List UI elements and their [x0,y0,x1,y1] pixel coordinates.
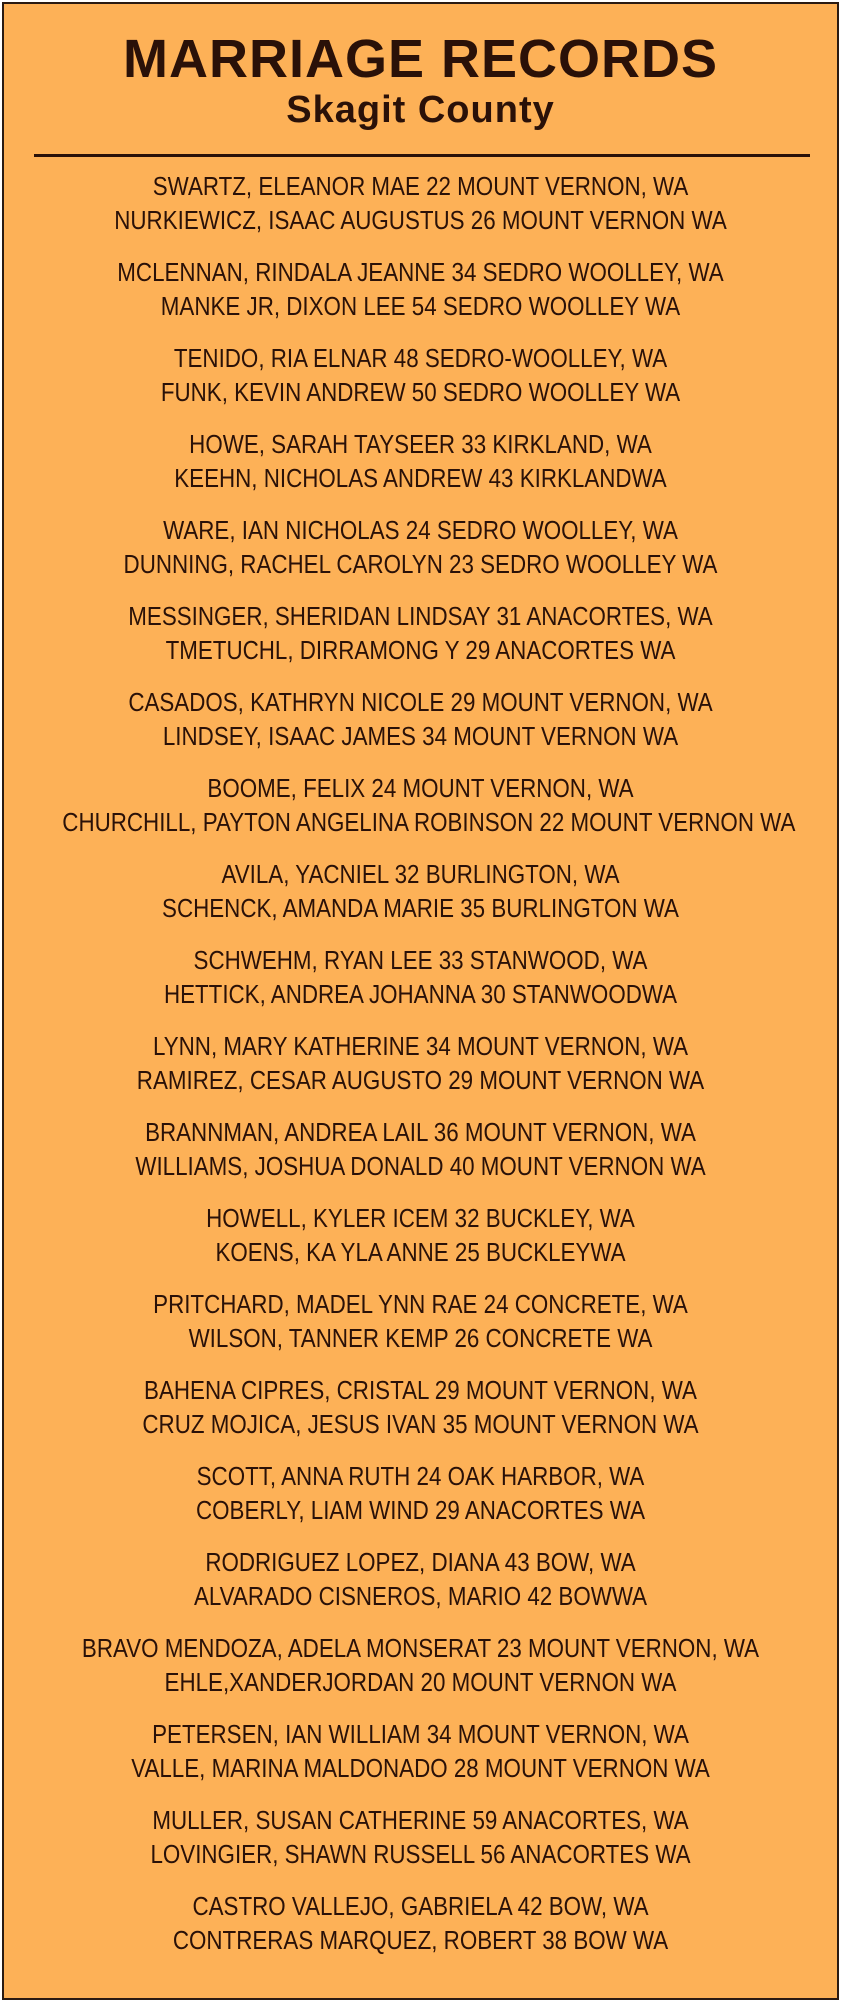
record-entry [4,943,837,1029]
record-entry [4,1029,837,1115]
record-line-2: VALLE, MARINA MALDONADO 28 MOUNT VERNON WA [131,1753,710,1783]
record-entry [4,685,837,771]
page-title: MARRIAGE RECORDS [122,29,719,89]
record-line-2: DUNNING, RACHEL CAROLYN 23 SEDRO WOOLLEY WA [123,549,718,579]
record-line-1: HOWELL, KYLER ICEM 32 BUCKLEY, WA [206,1203,635,1233]
record-line-2: WILLIAMS, JOSHUA DONALD 40 MOUNT VERNON WA [135,1151,706,1181]
record-line-2: LINDSEY, ISAAC JAMES 34 MOUNT VERNON WA [162,721,679,751]
record-entry [4,857,837,943]
record-line-1: PRITCHARD, MADEL YNN RAE 24 CONCRETE, WA [153,1289,688,1319]
record-line-1: CASADOS, KATHRYN NICOLE 29 MOUNT VERNON, WA [128,687,713,717]
record-entry [4,427,837,513]
record-line-1: MULLER, SUSAN CATHERINE 59 ANACORTES, WA [152,1805,689,1835]
record-line-2: TMETUCHL, DIRRAMONG Y 29 ANACORTES WA [165,635,676,665]
record-entry [4,1803,837,1889]
record-entry [4,599,837,685]
record-line-2: KEEHN, NICHOLAS ANDREW 43 KIRKLANDWA [174,463,667,493]
marriage-records-panel [2,2,839,2000]
record-line-1: MESSINGER, SHERIDAN LINDSAY 31 ANACORTES, WA [128,601,713,631]
record-line-1: LYNN, MARY KATHERINE 34 MOUNT VERNON, WA [152,1031,689,1061]
record-entry [4,1889,837,1975]
record-line-1: BAHENA CIPRES, CRISTAL 29 MOUNT VERNON, WA [144,1375,697,1405]
record-line-1: SCOTT, ANNA RUTH 24 OAK HARBOR, WA [196,1461,645,1491]
page-subtitle: Skagit County [286,89,555,131]
record-line-1: AVILA, YACNIEL 32 BURLINGTON, WA [221,859,620,889]
record-entry [4,341,837,427]
record-line-1: SWARTZ, ELEANOR MAE 22 MOUNT VERNON, WA [152,171,689,201]
record-line-2: COBERLY, LIAM WIND 29 ANACORTES WA [196,1495,645,1525]
record-entry [4,1459,837,1545]
record-line-1: CASTRO VALLEJO, GABRIELA 42 BOW, WA [192,1891,649,1921]
record-entry [4,1201,837,1287]
record-line-1: PETERSEN, IAN WILLIAM 34 MOUNT VERNON, WA [152,1719,689,1749]
record-entry [4,169,837,255]
record-line-1: BRANNMAN, ANDREA LAIL 36 MOUNT VERNON, WA [145,1117,696,1147]
record-line-2: NURKIEWICZ, ISAAC AUGUSTUS 26 MOUNT VERNON WA [114,205,727,235]
record-line-2: HETTICK, ANDREA JOHANNA 30 STANWOODWA [163,979,678,1009]
record-line-1: TENIDO, RIA ELNAR 48 SEDRO-WOOLLEY, WA [173,343,668,373]
record-line-2: CONTRERAS MARQUEZ, ROBERT 38 BOW WA [172,1925,669,1955]
record-line-1: WARE, IAN NICHOLAS 24 SEDRO WOOLLEY, WA [163,515,678,545]
record-line-2: ALVARADO CISNEROS, MARIO 42 BOWWA [193,1581,648,1611]
record-line-1: BRAVO MENDOZA, ADELA MONSERAT 23 MOUNT VERNON, WA [81,1633,760,1663]
record-entry [4,1631,837,1717]
record-line-1: BOOME, FELIX 24 MOUNT VERNON, WA [207,773,634,803]
record-entry [4,1717,837,1803]
record-line-2: CHURCHILL, PAYTON ANGELINA ROBINSON 22 MOUNT VERNON WA [62,807,796,837]
record-line-2: CRUZ MOJICA, JESUS IVAN 35 MOUNT VERNON WA [142,1409,699,1439]
record-line-2: SCHENCK, AMANDA MARIE 35 BURLINGTON WA [162,893,679,923]
record-line-1: SCHWEHM, RYAN LEE 33 STANWOOD, WA [193,945,648,975]
record-line-2: RAMIREZ, CESAR AUGUSTO 29 MOUNT VERNON WA [136,1065,705,1095]
record-line-2: KOENS, KA YLA ANNE 25 BUCKLEYWA [215,1237,626,1267]
record-entry [4,255,837,341]
record-entry [4,1287,837,1373]
record-line-1: HOWE, SARAH TAYSEER 33 KIRKLAND, WA [189,429,652,459]
record-line-1: RODRIGUEZ LOPEZ, DIANA 43 BOW, WA [205,1547,636,1577]
record-entry [4,1373,837,1459]
record-line-2: FUNK, KEVIN ANDREW 50 SEDRO WOOLLEY WA [160,377,681,407]
record-entry [4,1115,837,1201]
record-line-1: MCLENNAN, RINDALA JEANNE 34 SEDRO WOOLLEY, WA [117,257,724,287]
record-entry [4,513,837,599]
record-line-2: MANKE JR, DIXON LEE 54 SEDRO WOOLLEY WA [160,291,681,321]
record-line-2: WILSON, TANNER KEMP 26 CONCRETE WA [188,1323,653,1353]
record-line-2: LOVINGIER, SHAWN RUSSELL 56 ANACORTES WA [150,1839,691,1869]
records-list [4,169,837,1975]
record-line-2: EHLE,XANDERJORDAN 20 MOUNT VERNON WA [164,1667,677,1697]
record-entry [4,1545,837,1631]
header-divider [34,154,810,157]
record-entry [4,771,837,857]
